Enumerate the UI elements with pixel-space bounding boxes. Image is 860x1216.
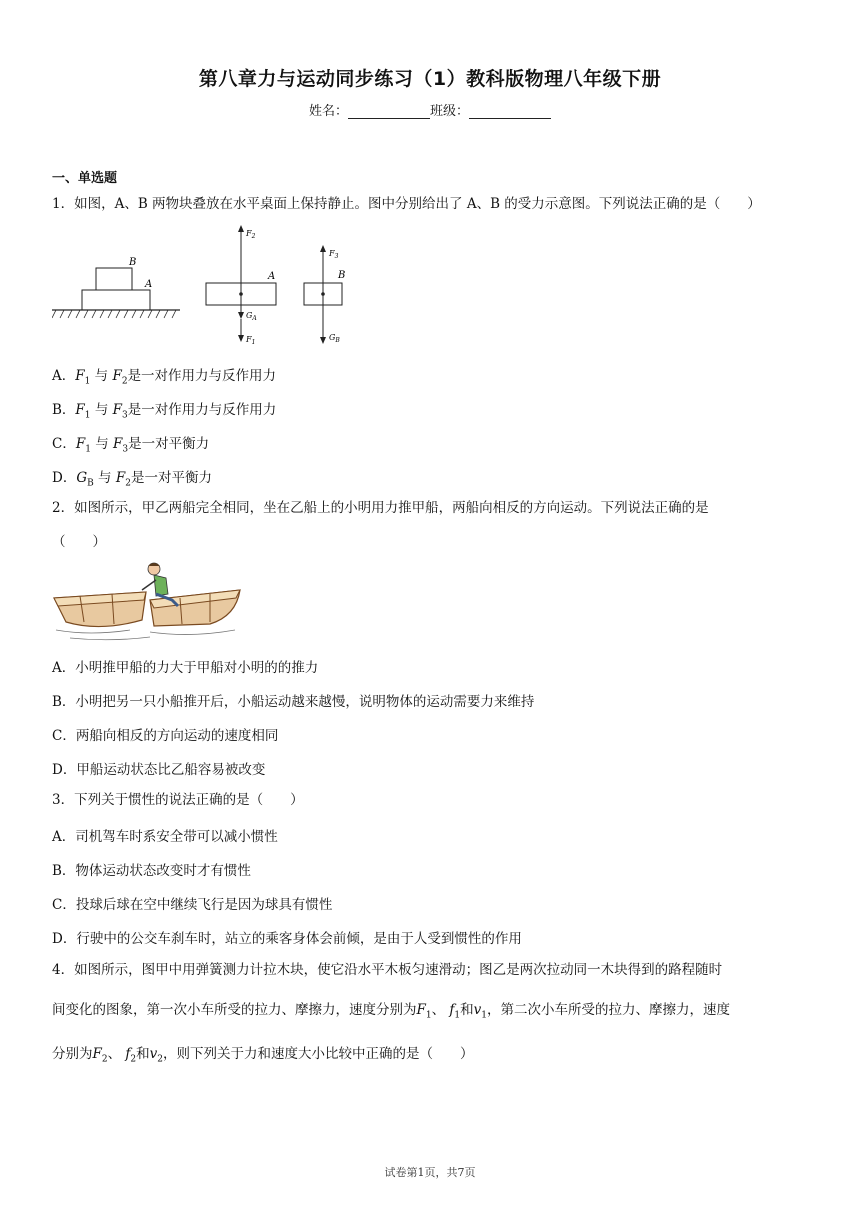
stacked-blocks-diagram (52, 257, 180, 318)
label-f1: F (246, 335, 252, 344)
question-4-line-2: 间变化的图象，第一次小车所受的拉力、摩擦力，速度分别为$F_1$、 $f_1$和$v_1$，第二次小车所受的拉力、摩擦力，速度 (52, 1002, 731, 1021)
label-a: A (145, 279, 153, 290)
question-1-option-b[interactable]: B．$F_1$ 与 $F_3$是一对作用力与反作用力 (52, 402, 277, 421)
question-2-option-a[interactable]: A．小明推甲船的力大于甲船对小明的的推力 (52, 660, 319, 676)
svg-text:GA: $G_A$ (246, 311, 257, 322)
question-2-boats-figure (50, 560, 250, 646)
page-title: 第八章力与运动同步练习（1）教科版物理八年级下册 (198, 68, 662, 90)
svg-text:GB: $G_B$ (329, 333, 340, 344)
class-blank[interactable] (469, 106, 551, 119)
svg-text:F2: $F_2$ (246, 229, 256, 240)
block-b-force-diagram (304, 245, 345, 344)
question-1-figure (52, 224, 372, 350)
question-2-stem: 2．如图所示，甲乙两船完全相同，坐在乙船上的小明用力推甲船，两船向相反的方向运动。下列说法正确的是 (52, 500, 709, 516)
question-1-option-d[interactable]: D．$G_B$ 与 $F_2$是一对平衡力 (52, 470, 212, 489)
label-f2: F (246, 229, 252, 238)
question-2-answer-bracket: （ ） (52, 534, 106, 550)
question-2-option-c[interactable]: C．两船向相反的方向运动的速度相同 (52, 728, 279, 744)
svg-text:A: A (268, 271, 276, 282)
question-4-line-3: 分别为$F_2$、 $f_2$和$v_2$，则下列关于力和速度大小比较中正确的是（ ） (52, 1046, 474, 1065)
question-3-option-c[interactable]: C．投球后球在空中继续飞行是因为球具有惯性 (52, 897, 333, 913)
question-2-option-b[interactable]: B．小明把另一只小船推开后，小船运动越来越慢，说明物体的运动需要力来维持 (52, 694, 535, 710)
svg-text:F3: $F_3$ (329, 249, 339, 260)
question-2-option-d[interactable]: D．甲船运动状态比乙船容易被改变 (52, 762, 266, 778)
name-blank[interactable] (348, 106, 430, 119)
question-3-option-d[interactable]: D．行驶中的公交车刹车时，站立的乘客身体会前倾，是由于人受到惯性的作用 (52, 931, 522, 947)
label-b: B (129, 257, 137, 268)
question-1-option-a[interactable]: A．$F_1$ 与 $F_2$是一对作用力与反作用力 (52, 368, 277, 387)
boat-jia (54, 592, 146, 627)
question-1-option-c[interactable]: C．$F_1$ 与 $F_3$是一对平衡力 (52, 436, 210, 455)
question-3-option-a[interactable]: A．司机驾车时系安全带可以减小惯性 (52, 829, 278, 845)
page-footer: 试卷第1页，共7页 (384, 1166, 476, 1179)
label-ga: G (246, 311, 253, 320)
label-gb: G (329, 333, 336, 342)
svg-text:F1: $F_1$ (246, 335, 256, 346)
name-label: 姓名： (308, 104, 348, 119)
class-label: 班级： (430, 104, 470, 119)
question-1-stem: 1．如图，A、B 两物块叠放在水平桌面上保持静止。图中分别给出了 A、B 的受力示意图。下列说法正确的是（ ） (52, 196, 761, 212)
question-3-option-b[interactable]: B．物体运动状态改变时才有惯性 (52, 863, 251, 879)
svg-text:B: B (338, 270, 346, 281)
label-f3: F (329, 249, 335, 258)
block-a-force-diagram (206, 225, 276, 346)
water-lines (56, 630, 235, 640)
student-info (0, 100, 860, 119)
question-3-stem: 3．下列关于惯性的说法正确的是（ ） (52, 792, 304, 808)
section-title: 一、单选题 (52, 171, 118, 186)
question-4-line-1: 4．如图所示，图甲中用弹簧测力计拉木块，使它沿水平木板匀速滑动；图乙是两次拉动同一木块得到的路程随时 (52, 962, 723, 978)
